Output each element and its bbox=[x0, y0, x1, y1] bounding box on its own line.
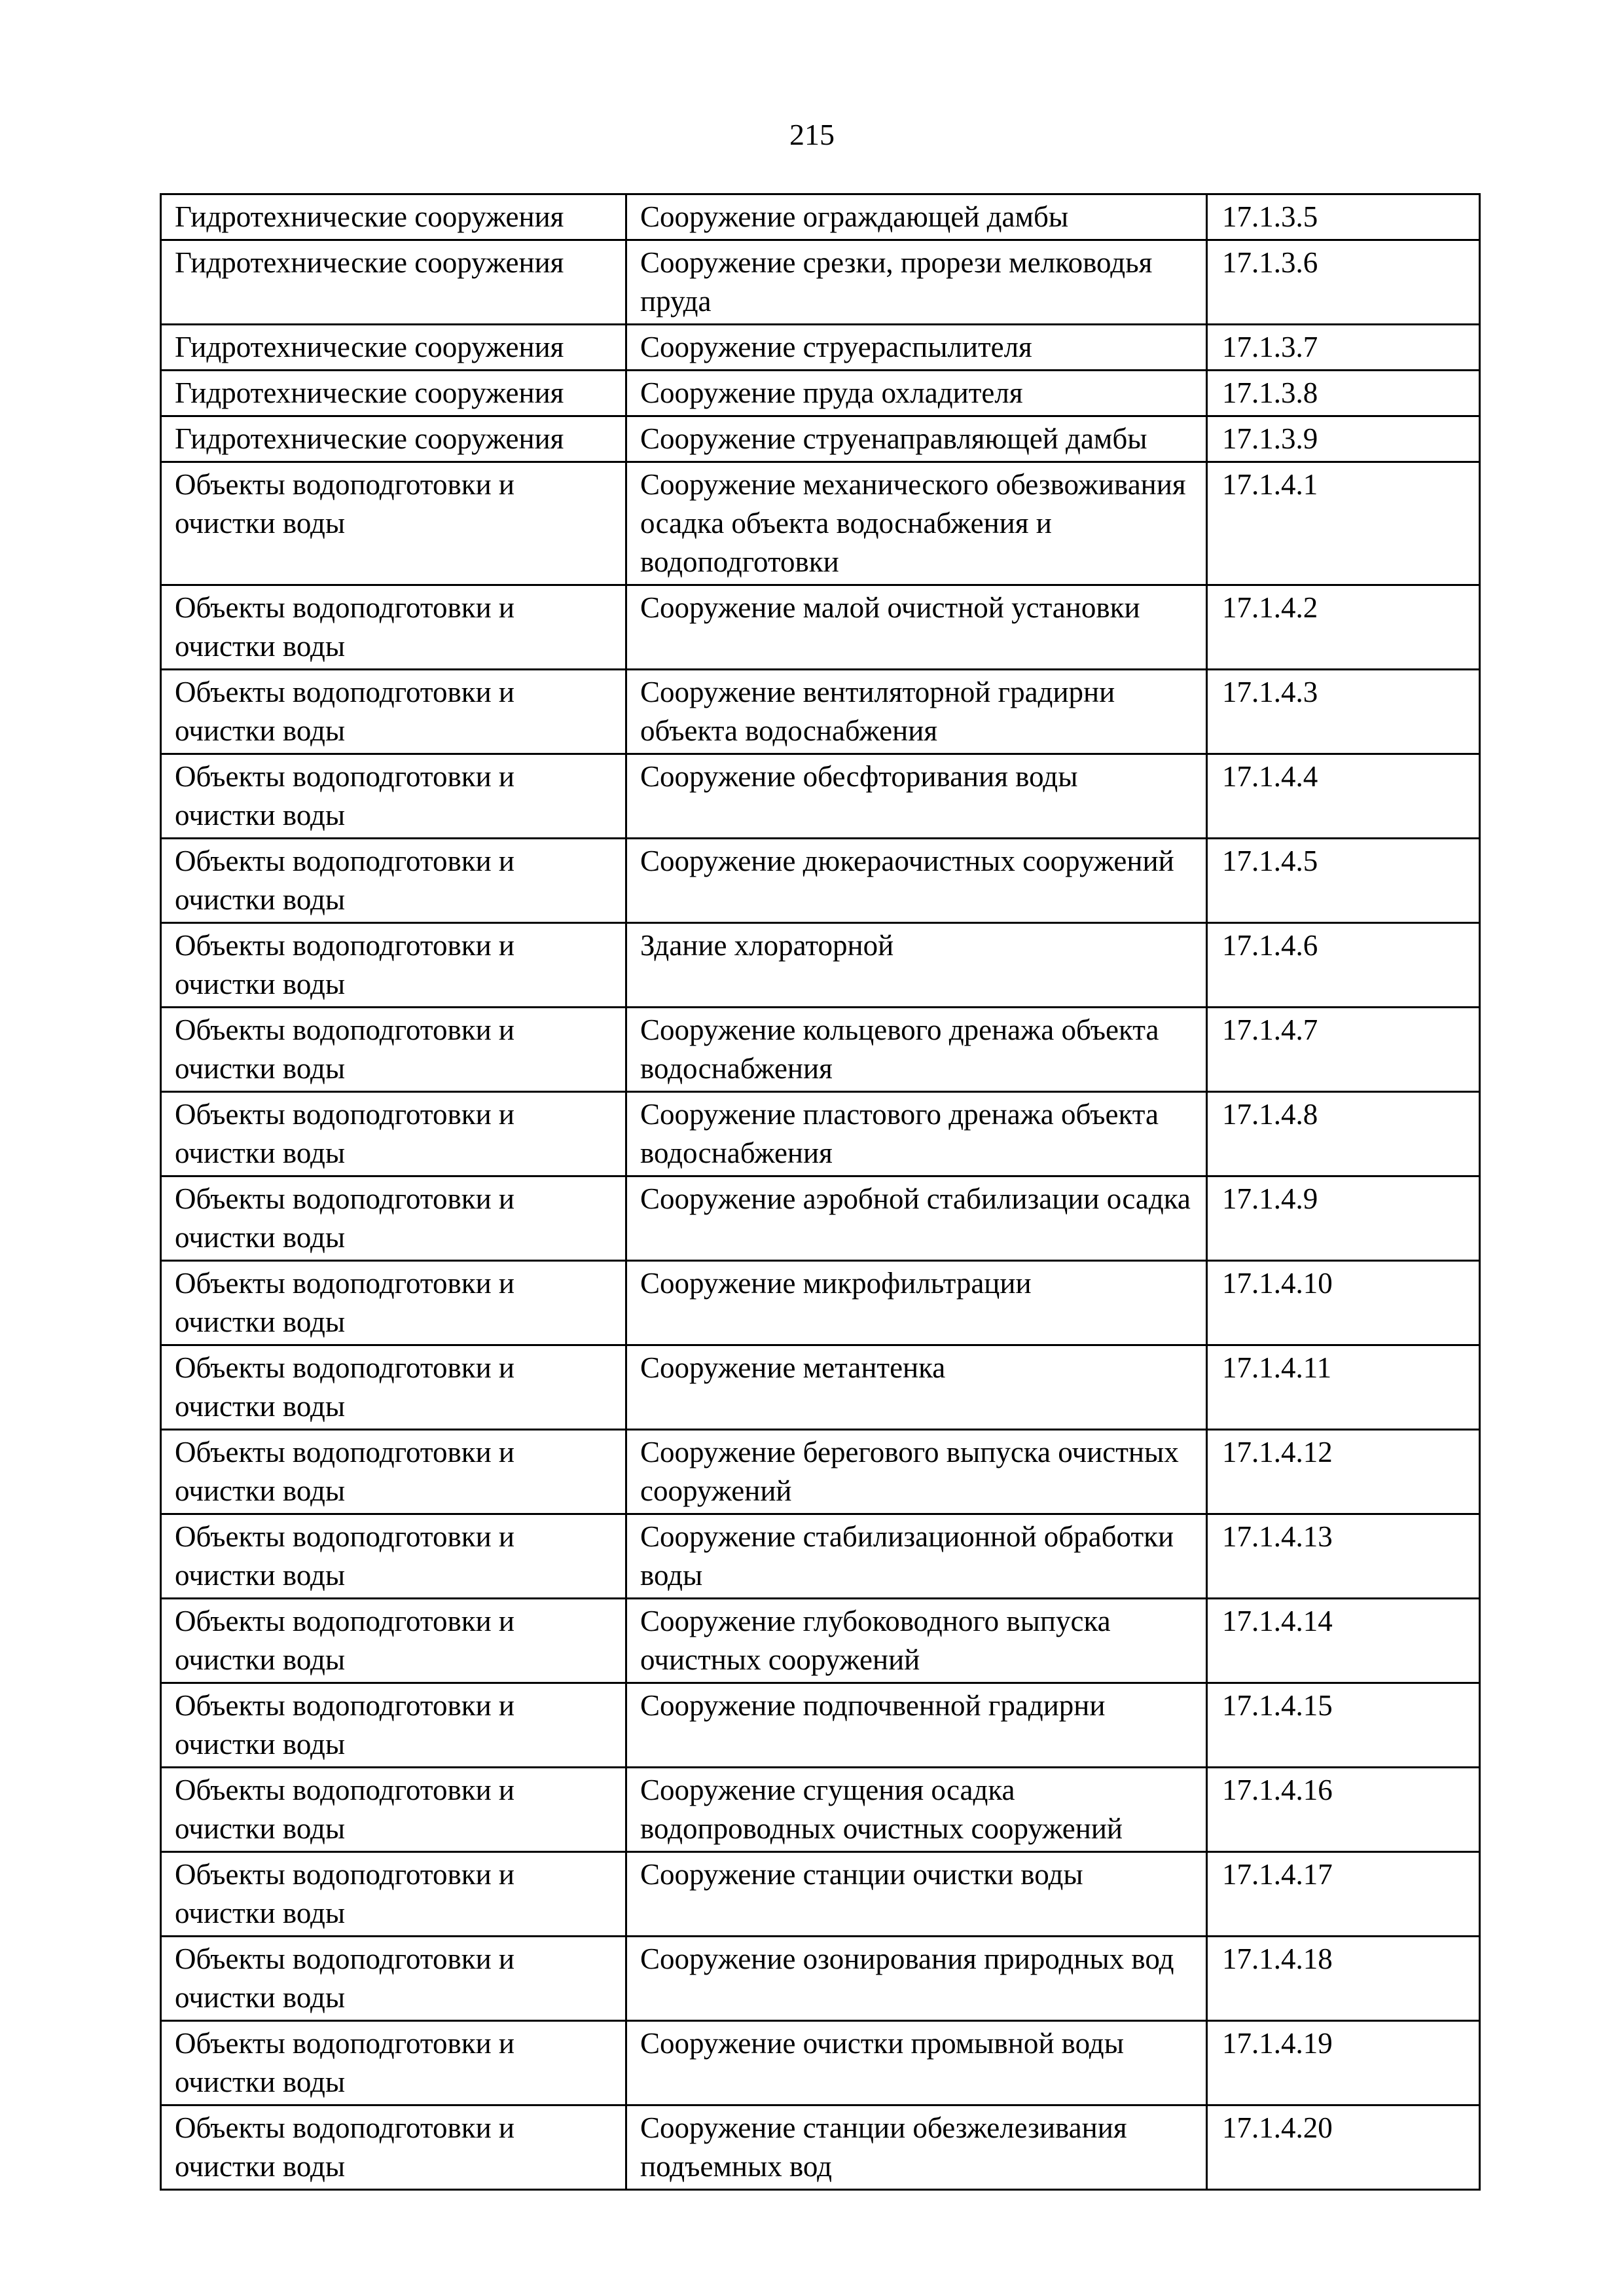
name-cell: Сооружение кольцевого дренажа объекта водоснабжения bbox=[626, 1008, 1207, 1092]
name-cell: Сооружение станции очистки воды bbox=[626, 1852, 1207, 1937]
category-cell: Объекты водоподготовки и очистки воды bbox=[161, 1937, 626, 2021]
code-cell: 17.1.4.12 bbox=[1207, 1430, 1480, 1514]
name-cell: Сооружение сгущения осадка водопроводных очистных сооружений bbox=[626, 1768, 1207, 1852]
page-number: 215 bbox=[789, 118, 835, 151]
table-row bbox=[161, 325, 1480, 371]
category-cell: Объекты водоподготовки и очистки воды bbox=[161, 1176, 626, 1261]
code-cell: 17.1.3.8 bbox=[1207, 371, 1480, 416]
name-cell: Сооружение дюкераочистных сооружений bbox=[626, 839, 1207, 923]
code-cell: 17.1.4.16 bbox=[1207, 1768, 1480, 1852]
table-row bbox=[161, 1092, 1480, 1176]
table-row bbox=[161, 416, 1480, 462]
name-cell: Сооружение подпочвенной градирни bbox=[626, 1683, 1207, 1768]
name-cell: Сооружение аэробной стабилизации осадка bbox=[626, 1176, 1207, 1261]
category-cell: Объекты водоподготовки и очистки воды bbox=[161, 585, 626, 670]
category-cell: Объекты водоподготовки и очистки воды bbox=[161, 1599, 626, 1683]
name-cell: Сооружение обесфторивания воды bbox=[626, 754, 1207, 839]
table-row bbox=[161, 1514, 1480, 1599]
category-cell: Объекты водоподготовки и очистки воды bbox=[161, 754, 626, 839]
code-cell: 17.1.4.3 bbox=[1207, 670, 1480, 754]
code-cell: 17.1.4.20 bbox=[1207, 2105, 1480, 2190]
category-cell: Объекты водоподготовки и очистки воды bbox=[161, 1683, 626, 1768]
table-row bbox=[161, 839, 1480, 923]
code-cell: 17.1.4.1 bbox=[1207, 462, 1480, 585]
table-row bbox=[161, 462, 1480, 585]
table-row bbox=[161, 1937, 1480, 2021]
table-row bbox=[161, 2021, 1480, 2105]
table-row bbox=[161, 194, 1480, 240]
category-cell: Объекты водоподготовки и очистки воды bbox=[161, 1430, 626, 1514]
code-cell: 17.1.4.7 bbox=[1207, 1008, 1480, 1092]
code-cell: 17.1.3.7 bbox=[1207, 325, 1480, 371]
name-cell: Сооружение ограждающей дамбы bbox=[626, 194, 1207, 240]
code-cell: 17.1.4.17 bbox=[1207, 1852, 1480, 1937]
code-cell: 17.1.3.5 bbox=[1207, 194, 1480, 240]
table-row bbox=[161, 1430, 1480, 1514]
table-row bbox=[161, 1176, 1480, 1261]
category-cell: Объекты водоподготовки и очистки воды bbox=[161, 2021, 626, 2105]
table-row bbox=[161, 371, 1480, 416]
table-row bbox=[161, 585, 1480, 670]
code-cell: 17.1.4.5 bbox=[1207, 839, 1480, 923]
name-cell: Сооружение механического обезвоживания осадка объекта водоснабжения и водоподготовки bbox=[626, 462, 1207, 585]
name-cell: Сооружение станции обезжелезивания подъемных вод bbox=[626, 2105, 1207, 2190]
name-cell: Сооружение глубоководного выпуска очистных сооружений bbox=[626, 1599, 1207, 1683]
code-cell: 17.1.4.13 bbox=[1207, 1514, 1480, 1599]
category-cell: Гидротехнические сооружения bbox=[161, 416, 626, 462]
name-cell: Сооружение срезки, прорези мелководья пруда bbox=[626, 240, 1207, 325]
category-cell: Гидротехнические сооружения bbox=[161, 325, 626, 371]
table-row bbox=[161, 754, 1480, 839]
table-row bbox=[161, 2105, 1480, 2190]
category-cell: Гидротехнические сооружения bbox=[161, 194, 626, 240]
name-cell: Сооружение озонирования природных вод bbox=[626, 1937, 1207, 2021]
code-cell: 17.1.4.4 bbox=[1207, 754, 1480, 839]
code-cell: 17.1.3.9 bbox=[1207, 416, 1480, 462]
code-cell: 17.1.4.10 bbox=[1207, 1261, 1480, 1345]
code-cell: 17.1.4.18 bbox=[1207, 1937, 1480, 2021]
name-cell: Сооружение вентиляторной градирни объекта водоснабжения bbox=[626, 670, 1207, 754]
category-cell: Объекты водоподготовки и очистки воды bbox=[161, 1514, 626, 1599]
code-cell: 17.1.4.6 bbox=[1207, 923, 1480, 1008]
code-cell: 17.1.4.19 bbox=[1207, 2021, 1480, 2105]
classification-table bbox=[160, 193, 1481, 2191]
name-cell: Сооружение пруда охладителя bbox=[626, 371, 1207, 416]
name-cell: Здание хлораторной bbox=[626, 923, 1207, 1008]
table-row bbox=[161, 670, 1480, 754]
name-cell: Сооружение пластового дренажа объекта водоснабжения bbox=[626, 1092, 1207, 1176]
table-body bbox=[161, 194, 1480, 2190]
code-cell: 17.1.4.15 bbox=[1207, 1683, 1480, 1768]
category-cell: Гидротехнические сооружения bbox=[161, 371, 626, 416]
table-row bbox=[161, 1768, 1480, 1852]
name-cell: Сооружение очистки промывной воды bbox=[626, 2021, 1207, 2105]
name-cell: Сооружение струераспылителя bbox=[626, 325, 1207, 371]
category-cell: Объекты водоподготовки и очистки воды bbox=[161, 1261, 626, 1345]
table-row bbox=[161, 1852, 1480, 1937]
code-cell: 17.1.4.9 bbox=[1207, 1176, 1480, 1261]
category-cell: Объекты водоподготовки и очистки воды bbox=[161, 839, 626, 923]
table-row bbox=[161, 1599, 1480, 1683]
name-cell: Сооружение малой очистной установки bbox=[626, 585, 1207, 670]
category-cell: Объекты водоподготовки и очистки воды bbox=[161, 2105, 626, 2190]
name-cell: Сооружение микрофильтрации bbox=[626, 1261, 1207, 1345]
name-cell: Сооружение стабилизационной обработки воды bbox=[626, 1514, 1207, 1599]
code-cell: 17.1.4.2 bbox=[1207, 585, 1480, 670]
category-cell: Объекты водоподготовки и очистки воды bbox=[161, 923, 626, 1008]
code-cell: 17.1.4.14 bbox=[1207, 1599, 1480, 1683]
name-cell: Сооружение метантенка bbox=[626, 1345, 1207, 1430]
name-cell: Сооружение берегового выпуска очистных сооружений bbox=[626, 1430, 1207, 1514]
category-cell: Гидротехнические сооружения bbox=[161, 240, 626, 325]
table-row bbox=[161, 1008, 1480, 1092]
code-cell: 17.1.3.6 bbox=[1207, 240, 1480, 325]
name-cell: Сооружение струенаправляющей дамбы bbox=[626, 416, 1207, 462]
category-cell: Объекты водоподготовки и очистки воды bbox=[161, 1092, 626, 1176]
category-cell: Объекты водоподготовки и очистки воды bbox=[161, 462, 626, 585]
category-cell: Объекты водоподготовки и очистки воды bbox=[161, 1008, 626, 1092]
category-cell: Объекты водоподготовки и очистки воды bbox=[161, 1852, 626, 1937]
table-row bbox=[161, 923, 1480, 1008]
category-cell: Объекты водоподготовки и очистки воды bbox=[161, 1345, 626, 1430]
table-row bbox=[161, 1345, 1480, 1430]
category-cell: Объекты водоподготовки и очистки воды bbox=[161, 1768, 626, 1852]
table-row bbox=[161, 1683, 1480, 1768]
category-cell: Объекты водоподготовки и очистки воды bbox=[161, 670, 626, 754]
table-row bbox=[161, 240, 1480, 325]
table-row bbox=[161, 1261, 1480, 1345]
code-cell: 17.1.4.8 bbox=[1207, 1092, 1480, 1176]
code-cell: 17.1.4.11 bbox=[1207, 1345, 1480, 1430]
